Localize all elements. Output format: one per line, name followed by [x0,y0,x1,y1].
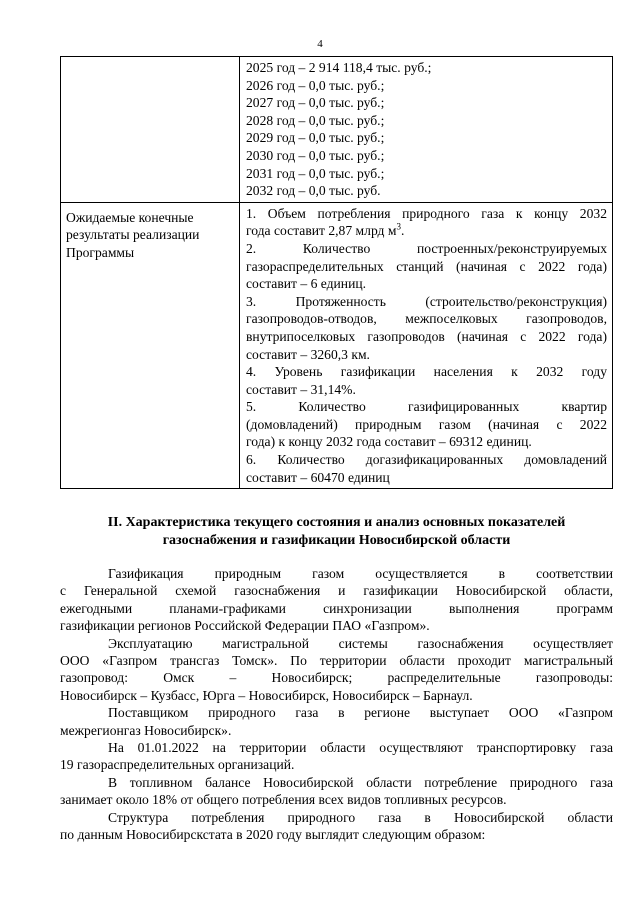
result-1-line: года составит 2,87 млрд $м^3$. [246,221,405,239]
result-3-line: составит – 3260,3 км. [246,346,370,362]
funding-line: 2029 год – 0,0 тыс. руб.; [246,130,385,146]
result-4-line: составит – 31,14%. [246,381,356,397]
text-line: ежегодными планами-графиками синхронизации выполнения программ [60,600,613,616]
text-line: Структура потребления природного газа в Новосибирской области [108,809,613,825]
result-3-line: внутрипоселковых газопроводов (начиная с 2022 года) [246,328,607,344]
paragraph [60,704,613,739]
superscript-3: 3 [396,221,401,232]
program-passport-table [60,56,613,489]
text-line: На 01.01.2022 на территории области осуществляют транспортировку газа [108,740,613,756]
results-label-line: Ожидаемые конечные [66,209,194,225]
funding-line: 2027 год – 0,0 тыс. руб.; [246,95,385,111]
text-line: по данным Новосибирскстата в 2020 году выглядит следующим образом: [60,827,486,843]
table-cell-empty [61,57,240,203]
funding-line: 2028 год – 0,0 тыс. руб.; [246,112,385,128]
text-line: Эксплуатацию магистральной системы газоснабжения осуществляет [108,635,613,651]
funding-line: 2031 год – 0,0 тыс. руб.; [246,165,385,181]
result-2-line: 2. Количество построенных/реконструируемых [246,240,607,256]
paragraph [60,739,613,774]
page-number: 4 [317,38,323,50]
result-3-line: газопроводов-отводов, межпоселковых газопроводов, [246,311,607,327]
result-6-line: составит – 60470 единиц [246,469,390,485]
body-text [60,565,613,844]
table-row [61,202,613,489]
results-label-line: результаты реализации [66,227,200,243]
result-5-line: (домовладений) природным газом (начиная с 2022 [246,416,607,432]
paragraph [60,635,613,705]
result-6-line: 6. Количество догазификацированных домовладений [246,452,607,468]
text-line: занимает около 18% от общего потребления всех видов топливных ресурсов. [60,792,507,808]
funding-line: 2030 год – 0,0 тыс. руб.; [246,147,385,163]
text-line: газификации регионов Российской Федерации ПАО «Газпром». [60,618,430,634]
paragraph [60,774,613,809]
result-5-line: 5. Количество газифицированных квартир [246,399,607,415]
text-line: газопровод: Омск – Новосибирск; распределительные газопроводы: [60,670,613,686]
section-heading-line: газоснабжения и газификации Новосибирской области [162,533,511,548]
section-heading-line: II. Характеристика текущего состояния и анализ основных показателей [107,515,566,530]
funding-line: 2026 год – 0,0 тыс. руб.; [246,77,385,93]
text-line: ООО «Газпром трансгаз Томск». По территории области проходит магистральный [60,653,613,669]
results-label-line: Программы [66,244,135,260]
text-line: Поставщиком природного газа в регионе выступает ООО «Газпром [108,705,613,721]
paragraph [60,809,613,844]
funding-by-year-cell [240,57,613,203]
result-5-line: года) к концу 2032 года составит – 69312 единиц. [246,434,532,450]
paragraph [60,565,613,635]
text-line: Газификация природным газом осуществляется в соответствии [108,566,613,581]
funding-line: 2025 год – 2 914 118,4 тыс. руб.; [246,60,432,75]
text-line: с Генеральной схемой газоснабжения и газификации Новосибирской области, [60,583,613,599]
results-cell [240,202,613,489]
result-1-line: 1. Объем потребления природного газа к концу 2032 [246,205,607,221]
funding-line: 2032 год – 0,0 тыс. руб. [246,183,381,199]
result-2-line: составит – 6 единиц. [246,276,367,292]
result-2-line: газораспределительных станций (начиная с 2022 года) [246,258,607,274]
text-line: межрегионгаз Новосибирск». [60,722,232,738]
text-line: В топливном балансе Новосибирской области потребление природного газа [108,774,613,790]
text-line: 19 газораспределительных организаций. [60,757,295,773]
result-4-line: 4. Уровень газификации населения к 2032 году [246,364,607,380]
section-heading [60,514,613,550]
results-label-cell [61,202,240,489]
result-3-line: 3. Протяженность (строительство/реконструкция) [246,293,607,309]
table-row [61,57,613,203]
text-line: Новосибирск – Кузбасс, Юрга – Новосибирск, Новосибирск – Барнаул. [60,687,473,703]
